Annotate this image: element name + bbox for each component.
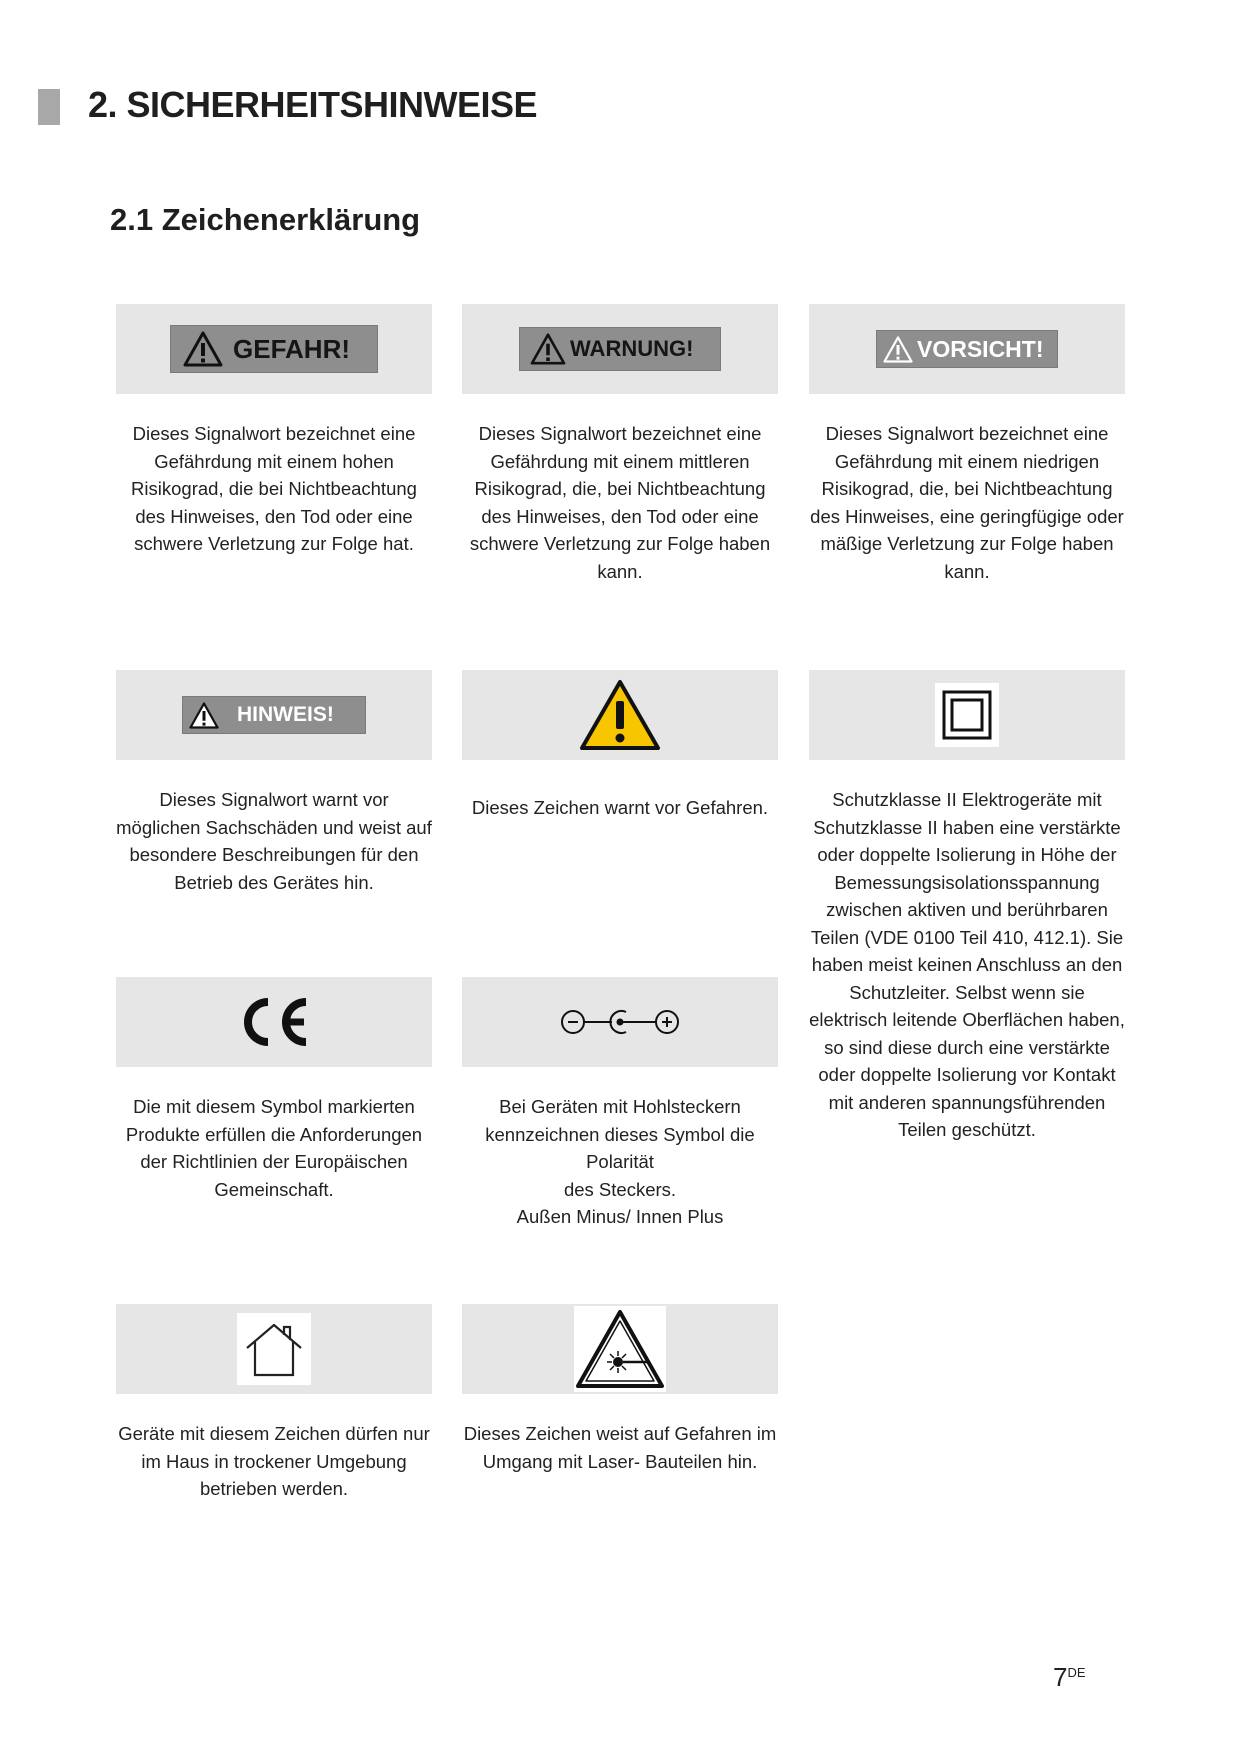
subsection-title: 2.1 Zeichenerklärung — [110, 202, 421, 237]
danger-badge — [170, 325, 378, 373]
symbol-band — [462, 1304, 778, 1394]
symbol-ce — [116, 977, 432, 1203]
laser-warning-icon — [574, 1306, 666, 1392]
warning-triangle-icon — [530, 333, 566, 365]
warning-triangle-icon — [883, 336, 913, 363]
indoor-description: Geräte mit diesem Zeichen dürfen nur im Haus in trockener Umgebung betrieben werden. — [118, 1423, 430, 1499]
section-title: 2. SICHERHEITSHINWEISE — [88, 84, 538, 125]
symbol-general-warning — [462, 670, 778, 822]
symbol-band — [116, 304, 432, 394]
protection-class-ii-icon — [935, 683, 999, 747]
general-warning-description: Dieses Zeichen warnt vor Gefahren. — [471, 797, 769, 818]
symbol-band — [116, 977, 432, 1067]
polarity-line-2: des Steckers. — [563, 1178, 677, 1200]
danger-label: GEFAHR! — [233, 333, 350, 364]
symbol-band — [116, 1304, 432, 1394]
page-language: DE — [1067, 1665, 1086, 1680]
section-marker — [38, 89, 60, 125]
warning-triangle-icon — [579, 679, 661, 751]
polarity-description — [462, 1093, 778, 1231]
polarity-line-1: Bei Geräten mit Hohlsteckern kennzeichnen dieses Symbol die Polarität — [485, 1096, 755, 1172]
caution-badge — [876, 330, 1058, 368]
symbol-band — [809, 670, 1125, 760]
warning-description: Dieses Signalwort bezeichnet eine Gefährdung mit einem mittleren Risikograd, die, bei Nichtbeachtung des Hinweises, den Tod oder eine schwere Verletzung zur Folge haben kann. — [469, 423, 771, 582]
note-badge — [182, 696, 366, 734]
protection-class-description: Schutzklasse II Elektrogeräte mit Schutzklasse II haben eine verstärkte oder doppelte Isolierung in Höhe der Bemessungsisolationsspannung zwischen aktiven und berührbaren Teilen (VDE 0100 Teil 410, 412.1). Sie haben meist keinen Anschluss an den Schutzleiter. Selbst wenn sie elektrisch leitende Oberflächen haben, so sind diese durch eine verstärkte oder doppelte Isolierung vor Kontakt mit anderen spannungsführenden Teilen geschützt. — [809, 789, 1125, 1140]
polarity-icon — [559, 1005, 681, 1039]
symbol-caution — [809, 304, 1125, 585]
caution-description: Dieses Signalwort bezeichnet eine Gefährdung mit einem niedrigen Risikograd, die, bei Nichtbeachtung des Hinweises, eine geringfügige oder mäßige Verletzung zur Folge haben kann. — [810, 423, 1124, 582]
warning-triangle-icon — [183, 331, 223, 367]
caution-label: VORSICHT! — [917, 335, 1044, 362]
ce-mark-icon — [236, 996, 312, 1048]
warning-triangle-icon — [189, 702, 219, 729]
polarity-line-3: Außen Minus/ Innen Plus — [516, 1206, 724, 1227]
house-icon — [237, 1313, 311, 1385]
warning-label: WARNUNG! — [570, 336, 694, 361]
symbol-band — [116, 670, 432, 760]
note-description: Dieses Signalwort warnt vor möglichen Sachschäden und weist auf besondere Beschreibungen für den Betrieb des Gerätes hin. — [116, 789, 432, 893]
symbol-indoor — [116, 1304, 432, 1503]
symbol-polarity — [462, 977, 778, 1231]
laser-description: Dieses Zeichen weist auf Gefahren im Umgang mit Laser- Bauteilen hin. — [463, 1423, 777, 1472]
note-label: HINWEIS! — [237, 703, 334, 726]
warning-badge — [519, 327, 721, 371]
symbol-band — [462, 304, 778, 394]
danger-description: Dieses Signalwort bezeichnet eine Gefährdung mit einem hohen Risikograd, die bei Nichtbeachtung des Hinweises, den Tod oder eine schwere Verletzung zur Folge hat. — [131, 423, 417, 554]
symbol-danger — [116, 304, 432, 558]
symbol-warning — [462, 304, 778, 585]
symbol-note — [116, 670, 432, 896]
symbol-band — [809, 304, 1125, 394]
symbol-protection-class — [809, 670, 1125, 1144]
symbol-band — [462, 670, 778, 760]
symbol-laser — [462, 1304, 778, 1475]
page-number-value: 7 — [1053, 1662, 1068, 1692]
ce-description: Die mit diesem Symbol markierten Produkte erfüllen die Anforderungen der Richtlinien der Europäischen Gemeinschaft. — [125, 1096, 423, 1200]
symbol-band — [462, 977, 778, 1067]
page-number — [1053, 1662, 1086, 1692]
